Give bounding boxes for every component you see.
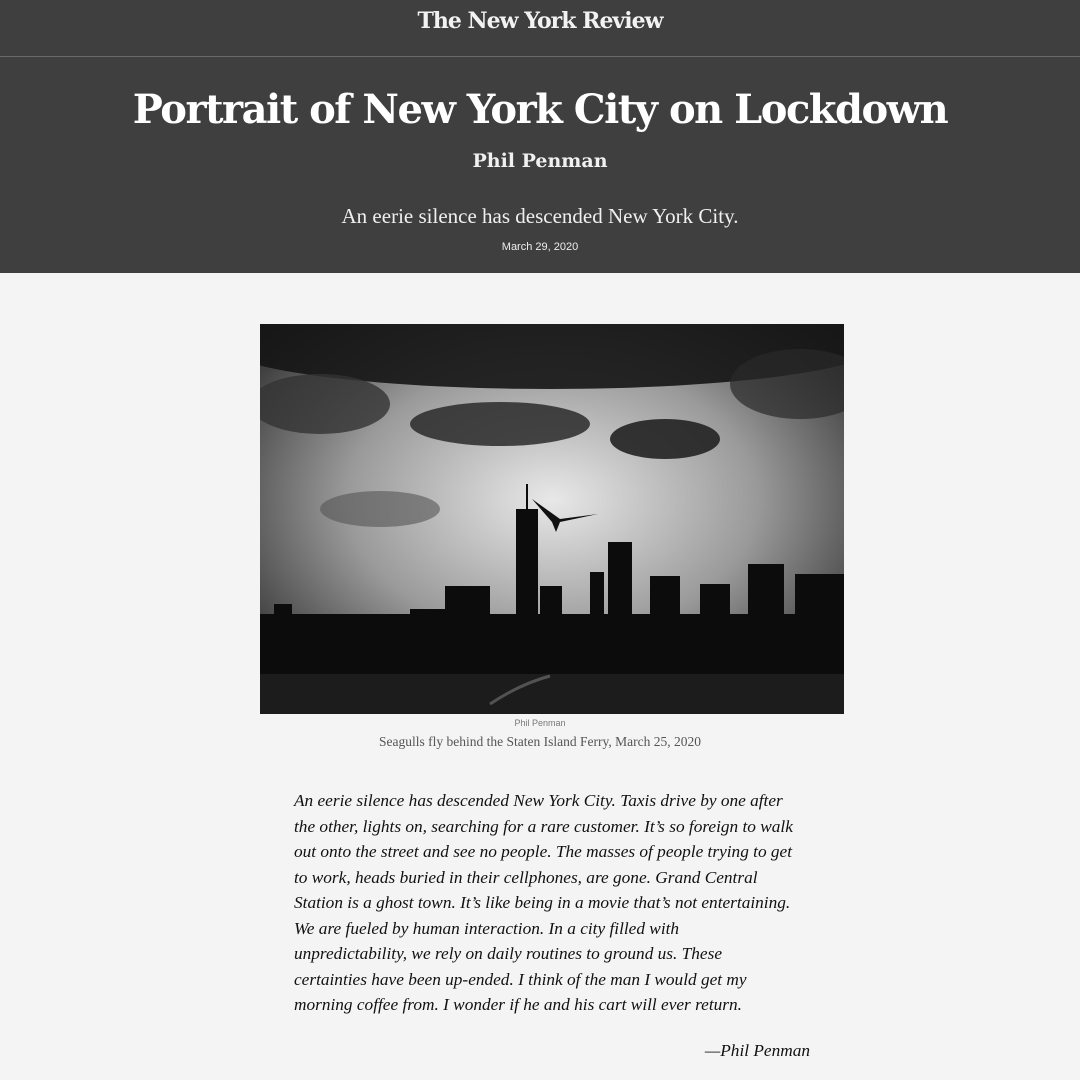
- header-divider: [0, 56, 1080, 57]
- article-body: [294, 788, 824, 1018]
- body-line: We are fueled by human interaction. In a city filled with: [294, 918, 680, 938]
- article-header: [0, 0, 1080, 273]
- body-line: to work, heads buried in their cellphones, are gone. Grand Central: [294, 867, 758, 887]
- skyline-photo-image: [260, 324, 844, 714]
- body-line: Station is a ghost town. It’s like being in a movie that’s not entertaining.: [294, 893, 791, 912]
- article-author[interactable]: Phil Penman: [472, 150, 608, 172]
- article-title: Portrait of New York City on Lockdown: [132, 86, 948, 133]
- photo-credit: Phil Penman: [514, 718, 566, 728]
- photo-caption: Seagulls fly behind the Staten Island Ferry, March 25, 2020: [379, 734, 701, 749]
- article-signature: —Phil Penman: [704, 1041, 810, 1060]
- body-line: unpredictability, we rely on daily routines to ground us. These: [294, 944, 722, 963]
- body-line: certainties have been up-ended. I think of the man I would get my: [294, 969, 747, 989]
- body-line: An eerie silence has descended New York City. Taxis drive by one after: [294, 791, 783, 810]
- article-photo: [260, 324, 844, 714]
- article-date: March 29, 2020: [501, 241, 579, 253]
- body-line: morning coffee from. I wonder if he and his cart will ever return.: [294, 995, 742, 1014]
- body-line: out onto the street and see no people. The masses of people trying to get: [294, 842, 793, 861]
- article-dek: An eerie silence has descended New York City.: [341, 204, 739, 228]
- body-line: the other, lights on, searching for a rare customer. It’s so foreign to walk: [294, 816, 793, 836]
- masthead-logo[interactable]: The New York Review: [417, 8, 663, 34]
